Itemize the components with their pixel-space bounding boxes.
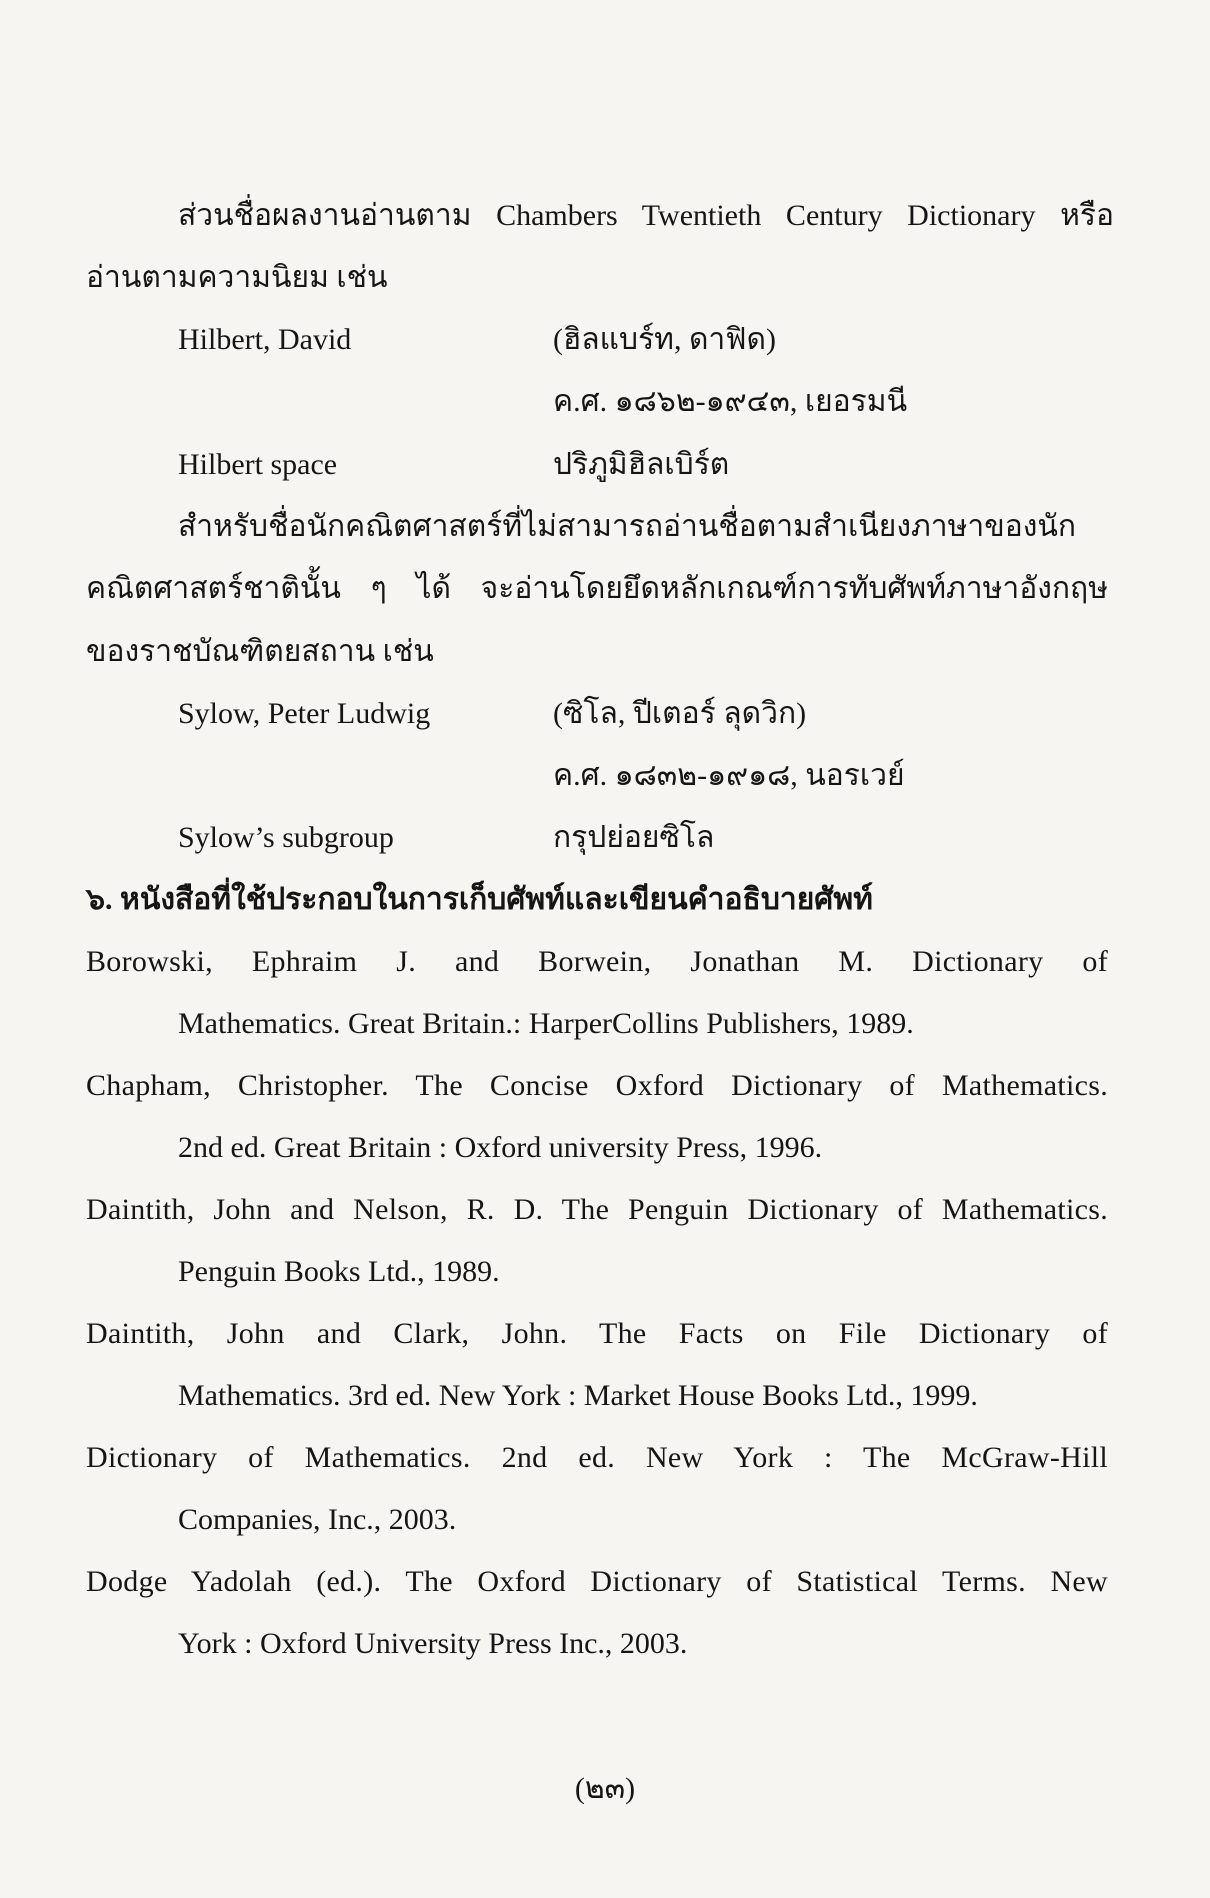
example-term: Sylow, Peter Ludwig — [178, 697, 431, 730]
example-reading: ค.ศ. ๑๘๓๒-๑๙๑๘, นอรเวย์ — [553, 759, 905, 792]
reference-entry: Daintith, John and Clark, John. The Facts on File Dictionary of — [86, 1317, 1108, 1350]
intro-line-2: อ่านตามความนิยม เช่น — [86, 261, 388, 294]
reference-entry: Borowski, Ephraim J. and Borwein, Jonathan M. Dictionary of — [86, 945, 1108, 978]
reference-entry-cont: York : Oxford University Press Inc., 2003. — [178, 1627, 688, 1660]
example-term: Sylow’s subgroup — [178, 821, 394, 854]
section-heading: ๖. หนังสือที่ใช้ประกอบในการเก็บศัพท์และเขียนคำอธิบายศัพท์ — [86, 883, 873, 916]
reference-entry-cont: Penguin Books Ltd., 1989. — [178, 1255, 500, 1288]
reference-entry-cont: Mathematics. Great Britain.: HarperCollins Publishers, 1989. — [178, 1007, 914, 1040]
reference-entry-cont: 2nd ed. Great Britain : Oxford university Press, 1996. — [178, 1131, 823, 1164]
example-reading: กรุปย่อยซิโล — [553, 821, 715, 854]
reference-entry: Dictionary of Mathematics. 2nd ed. New York : The McGraw-Hill — [86, 1441, 1108, 1474]
para2-line-2: คณิตศาสตร์ชาตินั้น ๆ ได้ จะอ่านโดยยึดหลักเกณฑ์การทับศัพท์ภาษาอังกฤษ — [86, 572, 1108, 605]
reference-entry: Chapham, Christopher. The Concise Oxford Dictionary of Mathematics. — [86, 1069, 1108, 1102]
example-term: Hilbert, David — [178, 323, 352, 356]
reference-entry-cont: Companies, Inc., 2003. — [178, 1503, 457, 1536]
reference-entry: Daintith, John and Nelson, R. D. The Penguin Dictionary of Mathematics. — [86, 1193, 1108, 1226]
reference-entry: Dodge Yadolah (ed.). The Oxford Dictionary of Statistical Terms. New — [86, 1565, 1108, 1598]
example-reading: (ซิโล, ปีเตอร์ ลุดวิก) — [553, 697, 807, 730]
example-reading: ปริภูมิฮิลเบิร์ต — [553, 448, 730, 481]
example-term: Hilbert space — [178, 448, 338, 481]
page-number: (๒๓) — [574, 1772, 636, 1805]
intro-line-1: ส่วนชื่อผลงานอ่านตาม Chambers Twentieth Century Dictionary หรือ — [178, 199, 1114, 232]
example-reading: (ฮิลแบร์ท, ดาฟิด) — [553, 323, 776, 356]
para2-line-3: ของราชบัณฑิตยสถาน เช่น — [86, 635, 434, 668]
para2-line-1: สำหรับชื่อนักคณิตศาสตร์ที่ไม่สามารถอ่านชื่อตามสำเนียงภาษาของนัก — [178, 510, 1077, 543]
example-reading: ค.ศ. ๑๘๖๒-๑๙๔๓, เยอรมนี — [553, 385, 908, 418]
reference-entry-cont: Mathematics. 3rd ed. New York : Market House Books Ltd., 1999. — [178, 1379, 978, 1412]
